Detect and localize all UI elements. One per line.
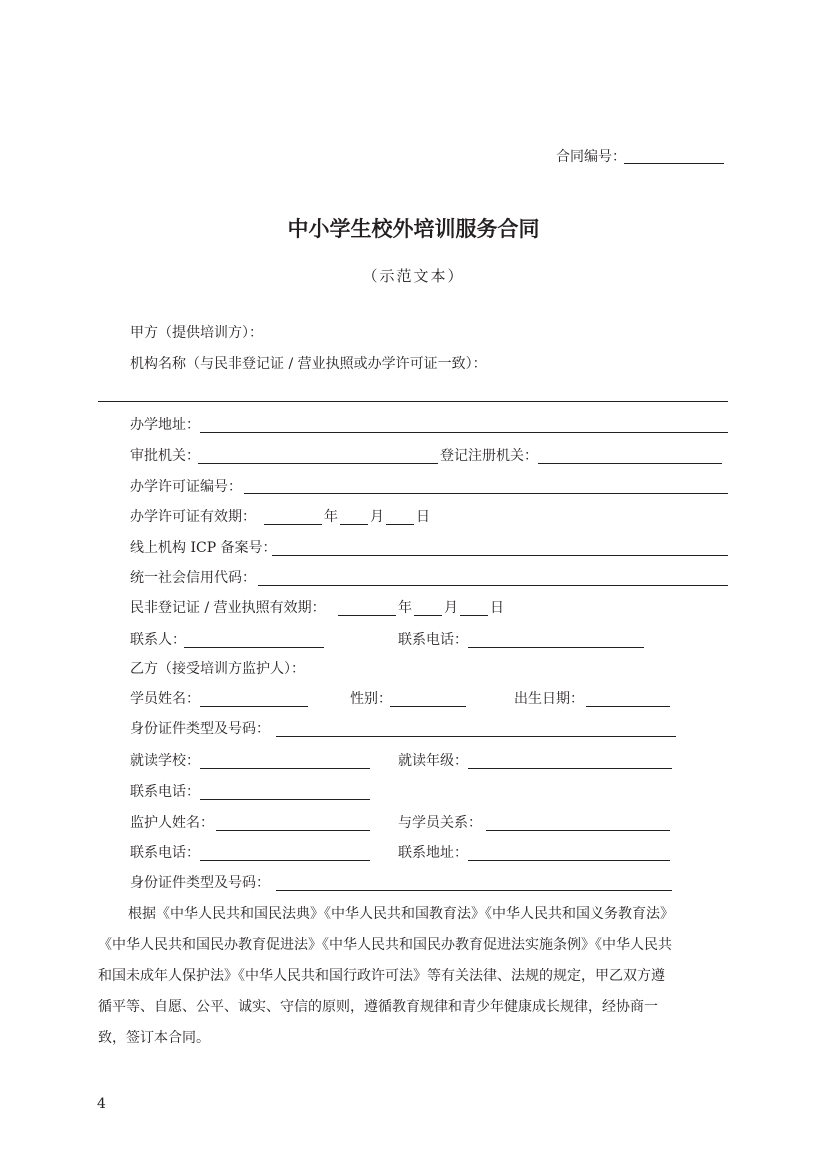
contact-phone-label: 联系电话： [398,632,468,648]
org-name-field[interactable] [98,401,728,402]
guardian-phone-label: 联系电话： [130,845,200,861]
address-label: 办学地址： [130,417,200,433]
guardian-phone-field[interactable] [200,860,370,861]
student-name-label: 学员姓名： [130,691,200,707]
license-validity-month-field[interactable] [340,524,368,525]
school-label: 就读学校： [130,753,200,769]
month-unit: 月 [370,509,384,525]
grade-label: 就读年级： [398,753,468,769]
day-unit: 日 [490,600,504,616]
license-validity-day-field[interactable] [386,524,414,525]
grade-field[interactable] [468,768,672,769]
preamble-line: 致，签订本合同。 [98,1030,210,1046]
document-subtitle: （示范文本） [362,267,465,285]
phone-label: 联系电话： [130,784,200,800]
document-title: 中小学生校外培训服务合同 [287,217,540,241]
address-field[interactable] [200,432,728,433]
guardian-address-label: 联系地址： [398,845,468,861]
guardian-address-field[interactable] [468,860,670,861]
approval-authority-field[interactable] [198,463,438,464]
preamble-line: 循平等、自愿、公平、诚实、守信的原则，遵循教育规律和青少年健康成长规律，经协商一 [98,999,658,1015]
birth-date-label: 出生日期： [514,691,584,707]
year-unit: 年 [398,600,412,616]
id-field[interactable] [276,736,676,737]
preamble-line: 《中华人民共和国民办教育促进法》《中华人民共和国民办教育促进法实施条例》《中华人民共 [98,937,672,953]
guardian-name-label: 监护人姓名： [130,815,214,831]
approval-authority-label: 审批机关： [130,448,200,464]
license-validity-year-field[interactable] [264,524,322,525]
student-name-field[interactable] [200,706,308,707]
license-validity-label: 办学许可证有效期： [130,509,256,525]
party-b-heading: 乙方（接受培训方监护人）： [130,661,305,677]
contract-number-label: 合同编号： [556,149,626,165]
registration-validity-day-field[interactable] [460,615,488,616]
gender-field[interactable] [390,706,466,707]
preamble-line: 根据《中华人民共和国民法典》《中华人民共和国教育法》《中华人民共和国义务教育法》 [128,906,674,922]
preamble-line: 和国未成年人保护法》《中华人民共和国行政许可法》等有关法律、法规的规定，甲乙双方遵 [98,968,665,984]
phone-field[interactable] [200,799,370,800]
registration-validity-year-field[interactable] [338,615,396,616]
party-a-heading: 甲方（提供培训方）： [130,325,263,341]
contact-phone-field[interactable] [468,647,644,648]
preamble-paragraph [98,899,730,1054]
license-number-field[interactable] [244,493,728,494]
contract-number-field[interactable] [624,163,724,164]
page-number: 4 [97,1096,106,1112]
guardian-id-field[interactable] [276,890,672,891]
org-name-label: 机构名称（与民非登记证 / 营业执照或办学许可证一致）： [130,356,487,372]
registration-authority-label: 登记注册机关： [440,448,538,464]
contact-person-field[interactable] [184,647,324,648]
icp-label: 线上机构 ICP 备案号： [130,540,277,556]
guardian-id-label: 身份证件类型及号码： [130,875,270,891]
credit-code-field[interactable] [258,585,728,586]
month-unit: 月 [444,600,458,616]
gender-label: 性别： [350,691,392,707]
id-label: 身份证件类型及号码： [130,721,270,737]
year-unit: 年 [324,509,338,525]
registration-authority-field[interactable] [538,463,722,464]
license-number-label: 办学许可证编号： [130,479,242,495]
credit-code-label: 统一社会信用代码： [130,570,256,586]
relation-label: 与学员关系： [398,815,482,831]
day-unit: 日 [416,509,430,525]
contact-person-label: 联系人： [130,632,186,648]
icp-field[interactable] [272,555,728,556]
relation-field[interactable] [486,830,670,831]
registration-validity-month-field[interactable] [414,615,442,616]
school-field[interactable] [200,768,370,769]
registration-validity-label: 民非登记证 / 营业执照有效期： [130,600,326,616]
guardian-name-field[interactable] [216,830,370,831]
birth-date-field[interactable] [586,706,670,707]
